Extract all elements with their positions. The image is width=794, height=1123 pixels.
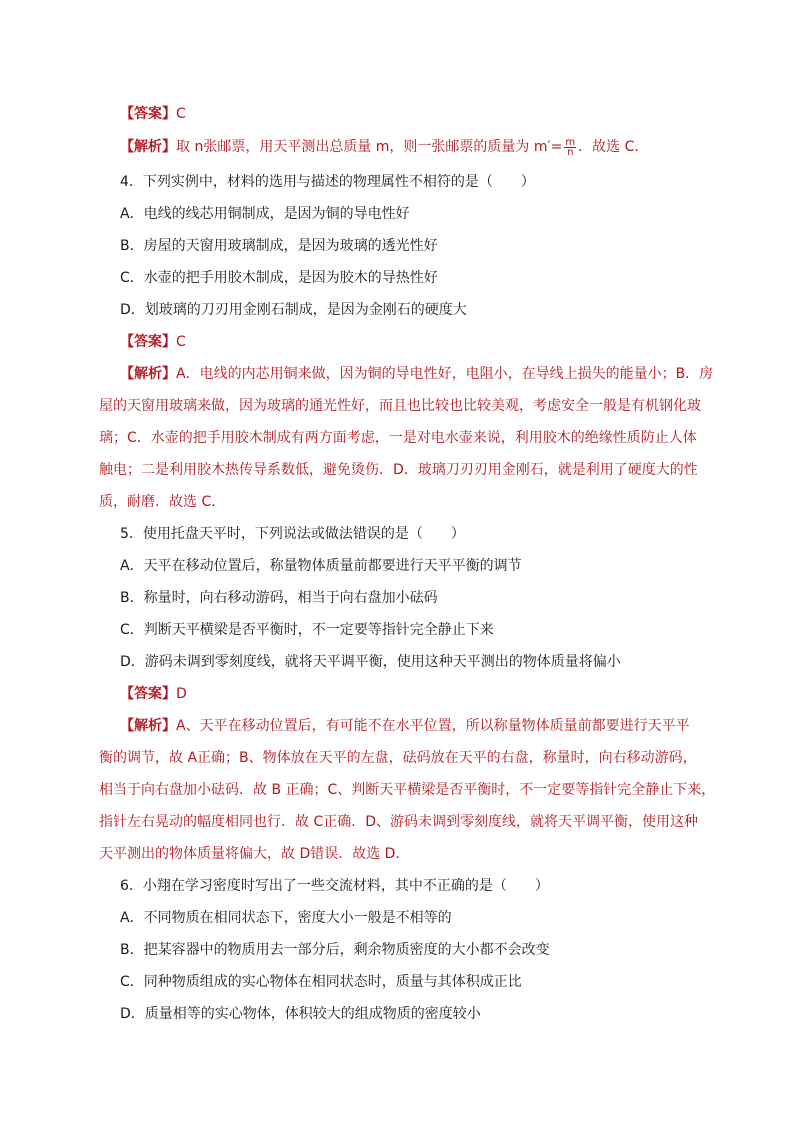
question-5-option-b: B．称量时，向右移动游码，相当于向右盘加小砝码	[120, 590, 438, 606]
question-4-option-b: B．房屋的天窗用玻璃制成，是因为玻璃的透光性好	[120, 238, 438, 254]
question-4-option-a: A．电线的线芯用铜制成，是因为铜的导电性好	[120, 206, 410, 222]
answer-value: D	[176, 686, 187, 702]
explanation-5-line-2: 衡的调节，故 A正确；B、物体放在天平的左盘，砝码放在天平的右盘，称量时，向右移动游码，	[99, 750, 697, 766]
answer-tag: 【答案】	[120, 686, 176, 702]
fraction	[564, 138, 576, 157]
question-5-option-c: C．判断天平横梁是否平衡时，不一定要等指针完全静止下来	[120, 622, 494, 638]
answer-3	[120, 104, 694, 124]
question-5-option-a: A．天平在移动位置后，称量物体质量前都要进行天平平衡的调节	[120, 558, 522, 574]
explanation-4-line-1	[120, 364, 714, 384]
explanation-5-line-3: 相当于向右盘加小砝码．故 B 正确；C、判断天平横梁是否平衡时，不一定要等指针完全静止下来，	[99, 782, 716, 798]
explanation-3	[120, 137, 694, 157]
question-4-stem: 4．下列实例中，材料的选用与描述的物理属性不相符的是（ ）	[120, 174, 535, 190]
explanation-4-line-5: 质，耐磨．故选 C．	[99, 494, 226, 510]
question-6-option-d: D．质量相等的实心物体，体积较大的组成物质的密度较小	[120, 1006, 481, 1022]
question-4-option-d: D．划玻璃的刀刃用金刚石制成，是因为金刚石的硬度大	[120, 302, 467, 318]
explanation-text-end: ．故选 C．	[578, 139, 649, 155]
explanation-4-line-4: 触电；二是利用胶木热传导系数低，避免烫伤．D．玻璃刀刃刃用金刚石，就是利用了硬度大的性	[99, 462, 698, 478]
question-5-stem: 5．使用托盘天平时，下列说法或做法错误的是（ ）	[120, 526, 465, 542]
answer-4	[120, 332, 694, 352]
explanation-5-line-1	[120, 716, 694, 736]
question-6-stem: 6．小翔在学习密度时写出了一些交流材料，其中不正确的是（ ）	[120, 878, 549, 894]
explanation-tag: 【解析】	[120, 718, 176, 734]
fraction-numerator: m	[565, 136, 576, 148]
explanation-4-line-2: 屋的天窗用玻璃来做，因为玻璃的通光性好，而且也比较也比较美观，考虑安全一般是有机钢化玻	[99, 398, 701, 414]
answer-value: C	[176, 334, 186, 350]
question-6-option-c: C．同种物质组成的实心物体在相同状态时，质量与其体积成正比	[120, 974, 522, 990]
fraction-denominator: n	[567, 146, 574, 158]
question-4-option-c: C．水壶的把手用胶木制成，是因为胶木的导热性好	[120, 270, 438, 286]
answer-tag: 【答案】	[120, 106, 176, 122]
explanation-4-line-3: 璃；C．水壶的把手用胶木制成有两方面考虑，一是对电水壶来说，利用胶木的绝缘性质防止人体	[99, 430, 697, 446]
explanation-text: 取 n张邮票，用天平测出总质量 m，则一张邮票的质量为 m′=	[176, 139, 563, 155]
explanation-5-line-5: 天平测出的物体质量将偏大，故 D错误．故选 D．	[99, 846, 410, 862]
answer-value: C	[176, 106, 186, 122]
explanation-text: A．电线的内芯用铜来做，因为铜的导电性好，电阻小，在导线上损失的能量小；B．房	[176, 366, 714, 382]
answer-5	[120, 684, 694, 704]
question-6-option-b: B．把某容器中的物质用去一部分后，剩余物质密度的大小都不会改变	[120, 942, 550, 958]
explanation-5-line-4: 指针左右晃动的幅度相同也行．故 C正确．D、游码未调到零刻度线，就将天平调平衡，使用这种	[99, 814, 699, 830]
answer-tag: 【答案】	[120, 334, 176, 350]
explanation-tag: 【解析】	[120, 366, 176, 382]
question-6-option-a: A．不同物质在相同状态下，密度大小一般是不相等的	[120, 910, 452, 926]
explanation-text: A、天平在移动位置后，有可能不在水平位置，所以称量物体质量前都要进行天平平	[176, 718, 690, 734]
question-5-option-d: D．游码未调到零刻度线，就将天平调平衡，使用这种天平测出的物体质量将偏小	[120, 654, 621, 670]
explanation-tag: 【解析】	[120, 139, 176, 155]
